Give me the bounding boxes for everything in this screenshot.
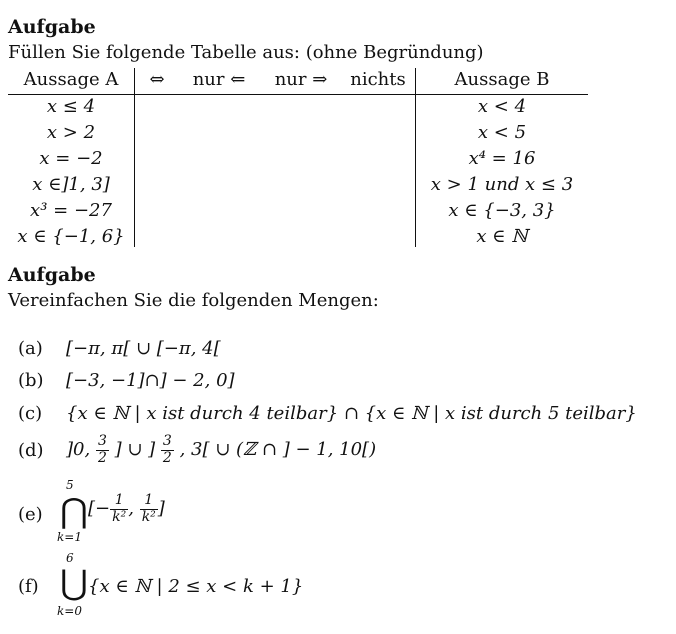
header-aussage-a: Aussage A xyxy=(23,69,119,90)
item-expression-b: [−3, −1]∩] − 2, 0] xyxy=(66,370,235,391)
intersection-upper-limit: 5 xyxy=(66,478,74,492)
task1-heading: Aufgabe xyxy=(8,16,96,38)
table-row-b: x ∈ {−3, 3} xyxy=(448,200,556,221)
fraction: $\frac{1}{\text{k²}}$ xyxy=(112,492,127,525)
item-expression-f: {x ∈ ℕ | 2 ≤ x < k + 1} xyxy=(88,576,304,597)
expression-part: ] xyxy=(157,498,165,519)
union-upper-limit: 6 xyxy=(66,551,74,565)
table-row-a: x ≤ 4 xyxy=(46,96,96,117)
table-row-b: x < 4 xyxy=(477,96,527,117)
item-expression-a: [−π, π[ ∪ [−π, 4[ xyxy=(66,338,221,359)
header-only-left: nur ⇐ xyxy=(192,69,246,90)
table-header-rule xyxy=(8,94,588,95)
intersection-lower-limit: k=1 xyxy=(57,530,82,544)
item-label-e: (e) xyxy=(18,504,43,525)
union-lower-limit: k=0 xyxy=(57,604,82,618)
table-row-a: x ∈ {−1, 6} xyxy=(17,226,125,247)
item-label-b: (b) xyxy=(18,370,44,391)
item-expression-e xyxy=(88,490,165,528)
item-expression-c: {x ∈ ℕ | x ist durch 4 teilbar} ∩ {x ∈ ℕ | x ist durch 5 teilbar} xyxy=(66,403,637,424)
header-only-right: nur ⇒ xyxy=(274,69,328,90)
header-aussage-b: Aussage B xyxy=(454,69,550,90)
expression-part: , xyxy=(128,498,134,519)
item-label-a: (a) xyxy=(18,338,43,359)
table-row-b: x > 1 und x ≤ 3 xyxy=(430,174,574,195)
item-expression-d xyxy=(66,431,376,469)
table-row-b: x⁴ = 16 xyxy=(468,148,536,169)
header-equivalence: ⇔ xyxy=(149,69,165,90)
header-nothing: nichts xyxy=(350,69,406,90)
table-row-b: x ∈ ℕ xyxy=(476,226,528,247)
expression-part: [− xyxy=(88,498,111,519)
task2-heading: Aufgabe xyxy=(8,264,96,286)
fraction: $\frac{1}{\text{k²}}$ xyxy=(141,492,156,525)
task1-instruction: Füllen Sie folgende Tabelle aus: (ohne Begründung) xyxy=(8,42,484,63)
table-row-a: x³ = −27 xyxy=(30,200,112,221)
table-row-a: x = −2 xyxy=(39,148,103,169)
intersection-operator: ⋂ xyxy=(60,491,88,531)
item-label-f: (f) xyxy=(18,576,39,597)
task2-instruction: Vereinfachen Sie die folgenden Mengen: xyxy=(8,290,379,311)
item-label-c: (c) xyxy=(18,403,43,424)
item-label-d: (d) xyxy=(18,440,44,461)
table-row-b: x < 5 xyxy=(477,122,527,143)
table-row-a: x ∈]1, 3] xyxy=(32,174,110,195)
fraction: $\frac{3}{2}$ xyxy=(97,433,107,466)
expression-part: ] ∪ ] xyxy=(114,439,156,460)
expression-part: , 3[ ∪ (ℤ ∩ ] − 1, 10[) xyxy=(179,439,377,460)
table-left-divider xyxy=(134,68,135,247)
table-row-a: x > 2 xyxy=(46,122,96,143)
union-operator: ⋃ xyxy=(60,563,88,603)
fraction: $\frac{3}{2}$ xyxy=(162,433,172,466)
expression-part: ]0, xyxy=(66,439,91,460)
